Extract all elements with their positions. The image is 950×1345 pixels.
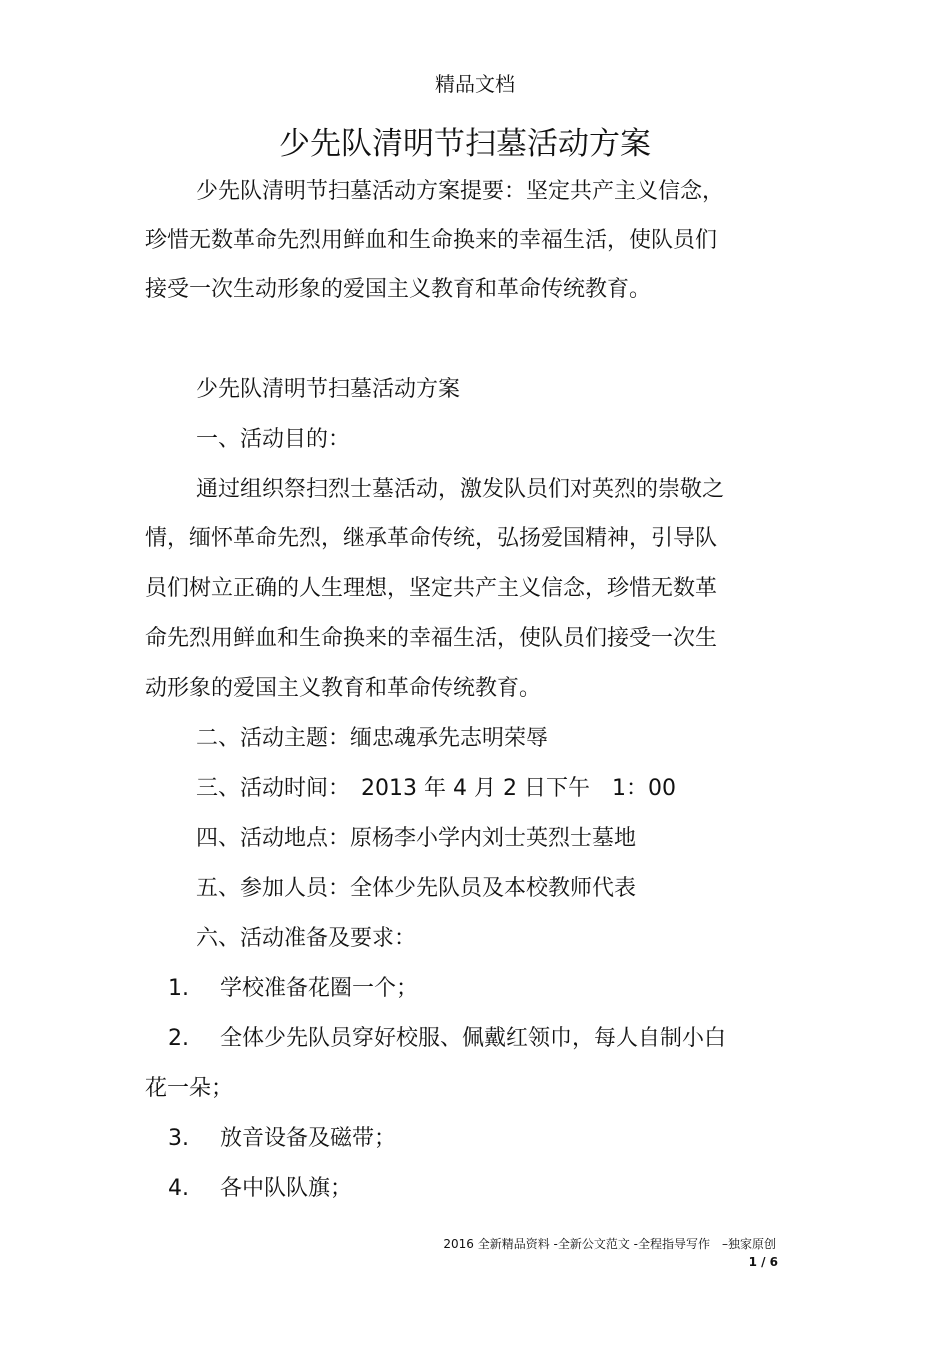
list-item-text: 全体少先队员穿好校服、佩戴红领巾，每人自制小白 [220,1026,727,1051]
section-2-theme: 二、活动主题：缅忠魂承先志明荣辱 [196,726,549,751]
section-1-heading: 一、活动目的： [196,427,351,452]
page-number: 1 / 6 [748,1255,778,1269]
list-item-number: 2. [168,1026,189,1051]
list-item-number: 3. [168,1126,189,1151]
page-footer: 2016 全新精品资料 -全新公文范文 -全程指导写作 –独家原创 [443,1237,776,1251]
section-6-heading: 六、活动准备及要求： [196,926,417,951]
list-item-text: 学校准备花圈一个； [220,976,419,1001]
list-item [168,1174,352,1204]
list-item-text: 各中队队旗； [220,1176,353,1201]
section-4-location: 四、活动地点：原杨李小学内刘士英烈士墓地 [196,826,637,851]
section-1-line: 命先烈用鲜血和生命换来的幸福生活，使队员们接受一次生 [145,626,718,651]
intro-line-1: 少先队清明节扫墓活动方案提要：坚定共产主义信念， [196,179,725,204]
section-1-line: 情，缅怀革命先烈，继承革命传统，弘扬爱国精神，引导队 [145,526,718,551]
section-subtitle: 少先队清明节扫墓活动方案 [196,377,461,402]
list-item-number: 4. [168,1176,189,1201]
page-header: 精品文档 [435,72,515,96]
intro-line-2: 珍惜无数革命先烈用鲜血和生命换来的幸福生活，使队员们 [145,228,718,253]
document-title: 少先队清明节扫墓活动方案 [279,126,651,162]
section-1-line: 动形象的爱国主义教育和革命传统教育。 [145,676,542,701]
intro-line-3: 接受一次生动形象的爱国主义教育和革命传统教育。 [145,277,652,302]
section-1-line: 通过组织祭扫烈士墓活动，激发队员们对英烈的崇敬之 [196,477,725,502]
section-3-time: 三、活动时间： 2013 年 4 月 2 日下午 1：00 [196,776,676,801]
section-1-line: 员们树立正确的人生理想，坚定共产主义信念，珍惜无数革 [145,576,718,601]
list-item-text: 放音设备及磁带； [220,1126,397,1151]
list-item-continuation: 花一朵； [145,1076,234,1101]
list-item [168,974,418,1004]
list-item [168,1024,726,1054]
list-item [168,1124,396,1154]
list-item-number: 1. [168,976,189,1001]
section-5-participants: 五、参加人员：全体少先队员及本校教师代表 [196,876,637,901]
